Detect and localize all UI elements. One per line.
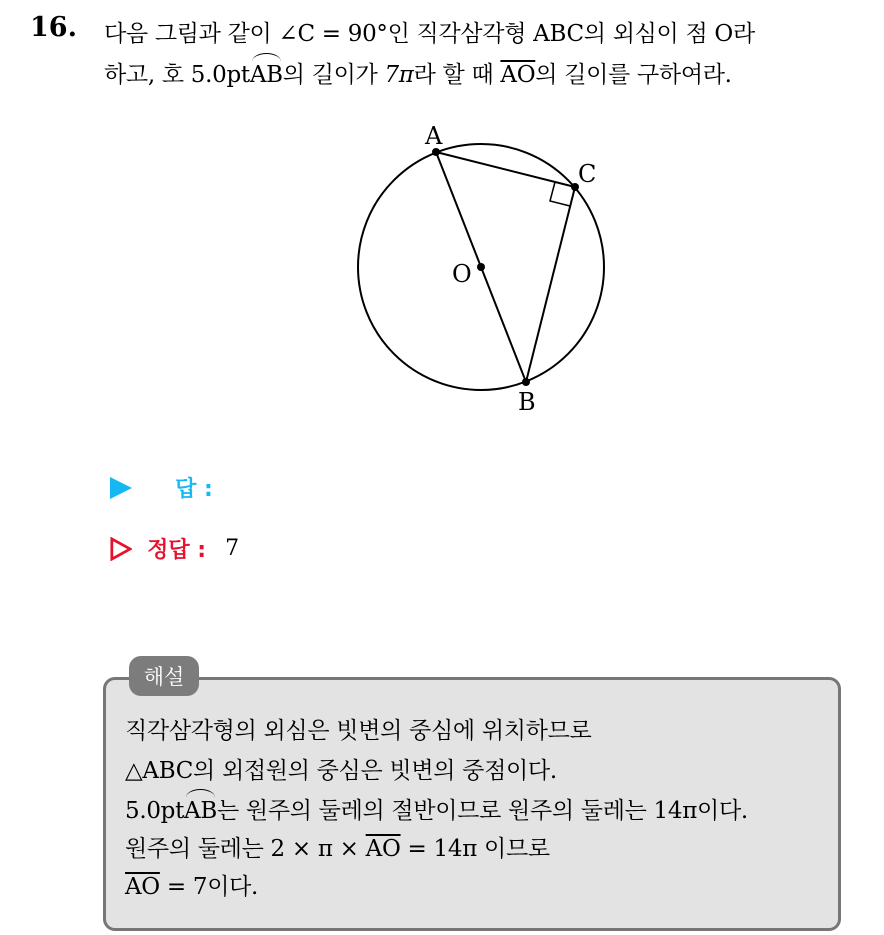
solution-text: 는 원주의 둘레의 절반이므로 원주의 둘레는 14π이다. bbox=[216, 798, 748, 824]
outline-arrow-icon bbox=[110, 537, 132, 561]
segment-ao: $\overline{AO}$ bbox=[125, 874, 160, 900]
solution-line-3 bbox=[125, 792, 748, 825]
arc-length-value: 7π bbox=[384, 62, 414, 88]
solution-line-2: △ABC의 외접원의 중심은 빗변의 중점이다. bbox=[125, 758, 557, 784]
question-text: 하고, 호 5.0pt bbox=[104, 62, 250, 88]
question-text: 의 길이가 bbox=[282, 62, 385, 88]
question-line-2 bbox=[104, 56, 732, 89]
solution-tab: 해설 bbox=[129, 656, 199, 696]
answer-row bbox=[110, 472, 213, 503]
question-line-1 bbox=[104, 15, 755, 48]
question-number: 16. bbox=[30, 12, 77, 43]
arc-ab: AB bbox=[184, 798, 217, 824]
solution-text: = 14π 이므로 bbox=[400, 836, 550, 862]
circle-diagram bbox=[340, 110, 630, 420]
angle-condition: ∠C = 90° bbox=[278, 21, 388, 47]
solution-text: 원주의 둘레는 2 × π × bbox=[125, 836, 366, 862]
correct-answer-value: 7 bbox=[225, 536, 240, 561]
label-o: O bbox=[452, 260, 472, 288]
correct-answer-label: 정답 : bbox=[147, 538, 207, 563]
answer-label: 답 : bbox=[175, 477, 213, 502]
segment-ao: $\overline{AO}$ bbox=[365, 836, 401, 862]
question-text: 의 길이를 구하여라. bbox=[535, 62, 732, 88]
play-arrow-icon bbox=[110, 477, 132, 499]
label-a: A bbox=[425, 122, 443, 150]
point-b bbox=[522, 378, 530, 386]
correct-answer-row bbox=[110, 533, 239, 564]
label-b: B bbox=[518, 388, 536, 416]
point-o bbox=[477, 263, 485, 271]
segment-ac bbox=[436, 152, 575, 187]
segment-ao: $\overline{AO}$ bbox=[500, 62, 536, 88]
question-text: 라 할 때 bbox=[413, 62, 501, 88]
solution-line-1: 직각삼각형의 외심은 빗변의 중심에 위치하므로 bbox=[125, 718, 592, 744]
solution-line-4 bbox=[125, 830, 550, 863]
segment-cb bbox=[526, 187, 575, 382]
label-c: C bbox=[578, 160, 597, 188]
question-text: 인 직각삼각형 ABC의 외심이 점 O라 bbox=[387, 21, 755, 47]
question-text: 다음 그림과 같이 bbox=[104, 21, 279, 47]
solution-text: 5.0pt bbox=[125, 798, 185, 824]
solution-line-5 bbox=[125, 868, 258, 901]
solution-text: = 7이다. bbox=[159, 874, 259, 900]
arc-ab: AB bbox=[249, 62, 283, 88]
